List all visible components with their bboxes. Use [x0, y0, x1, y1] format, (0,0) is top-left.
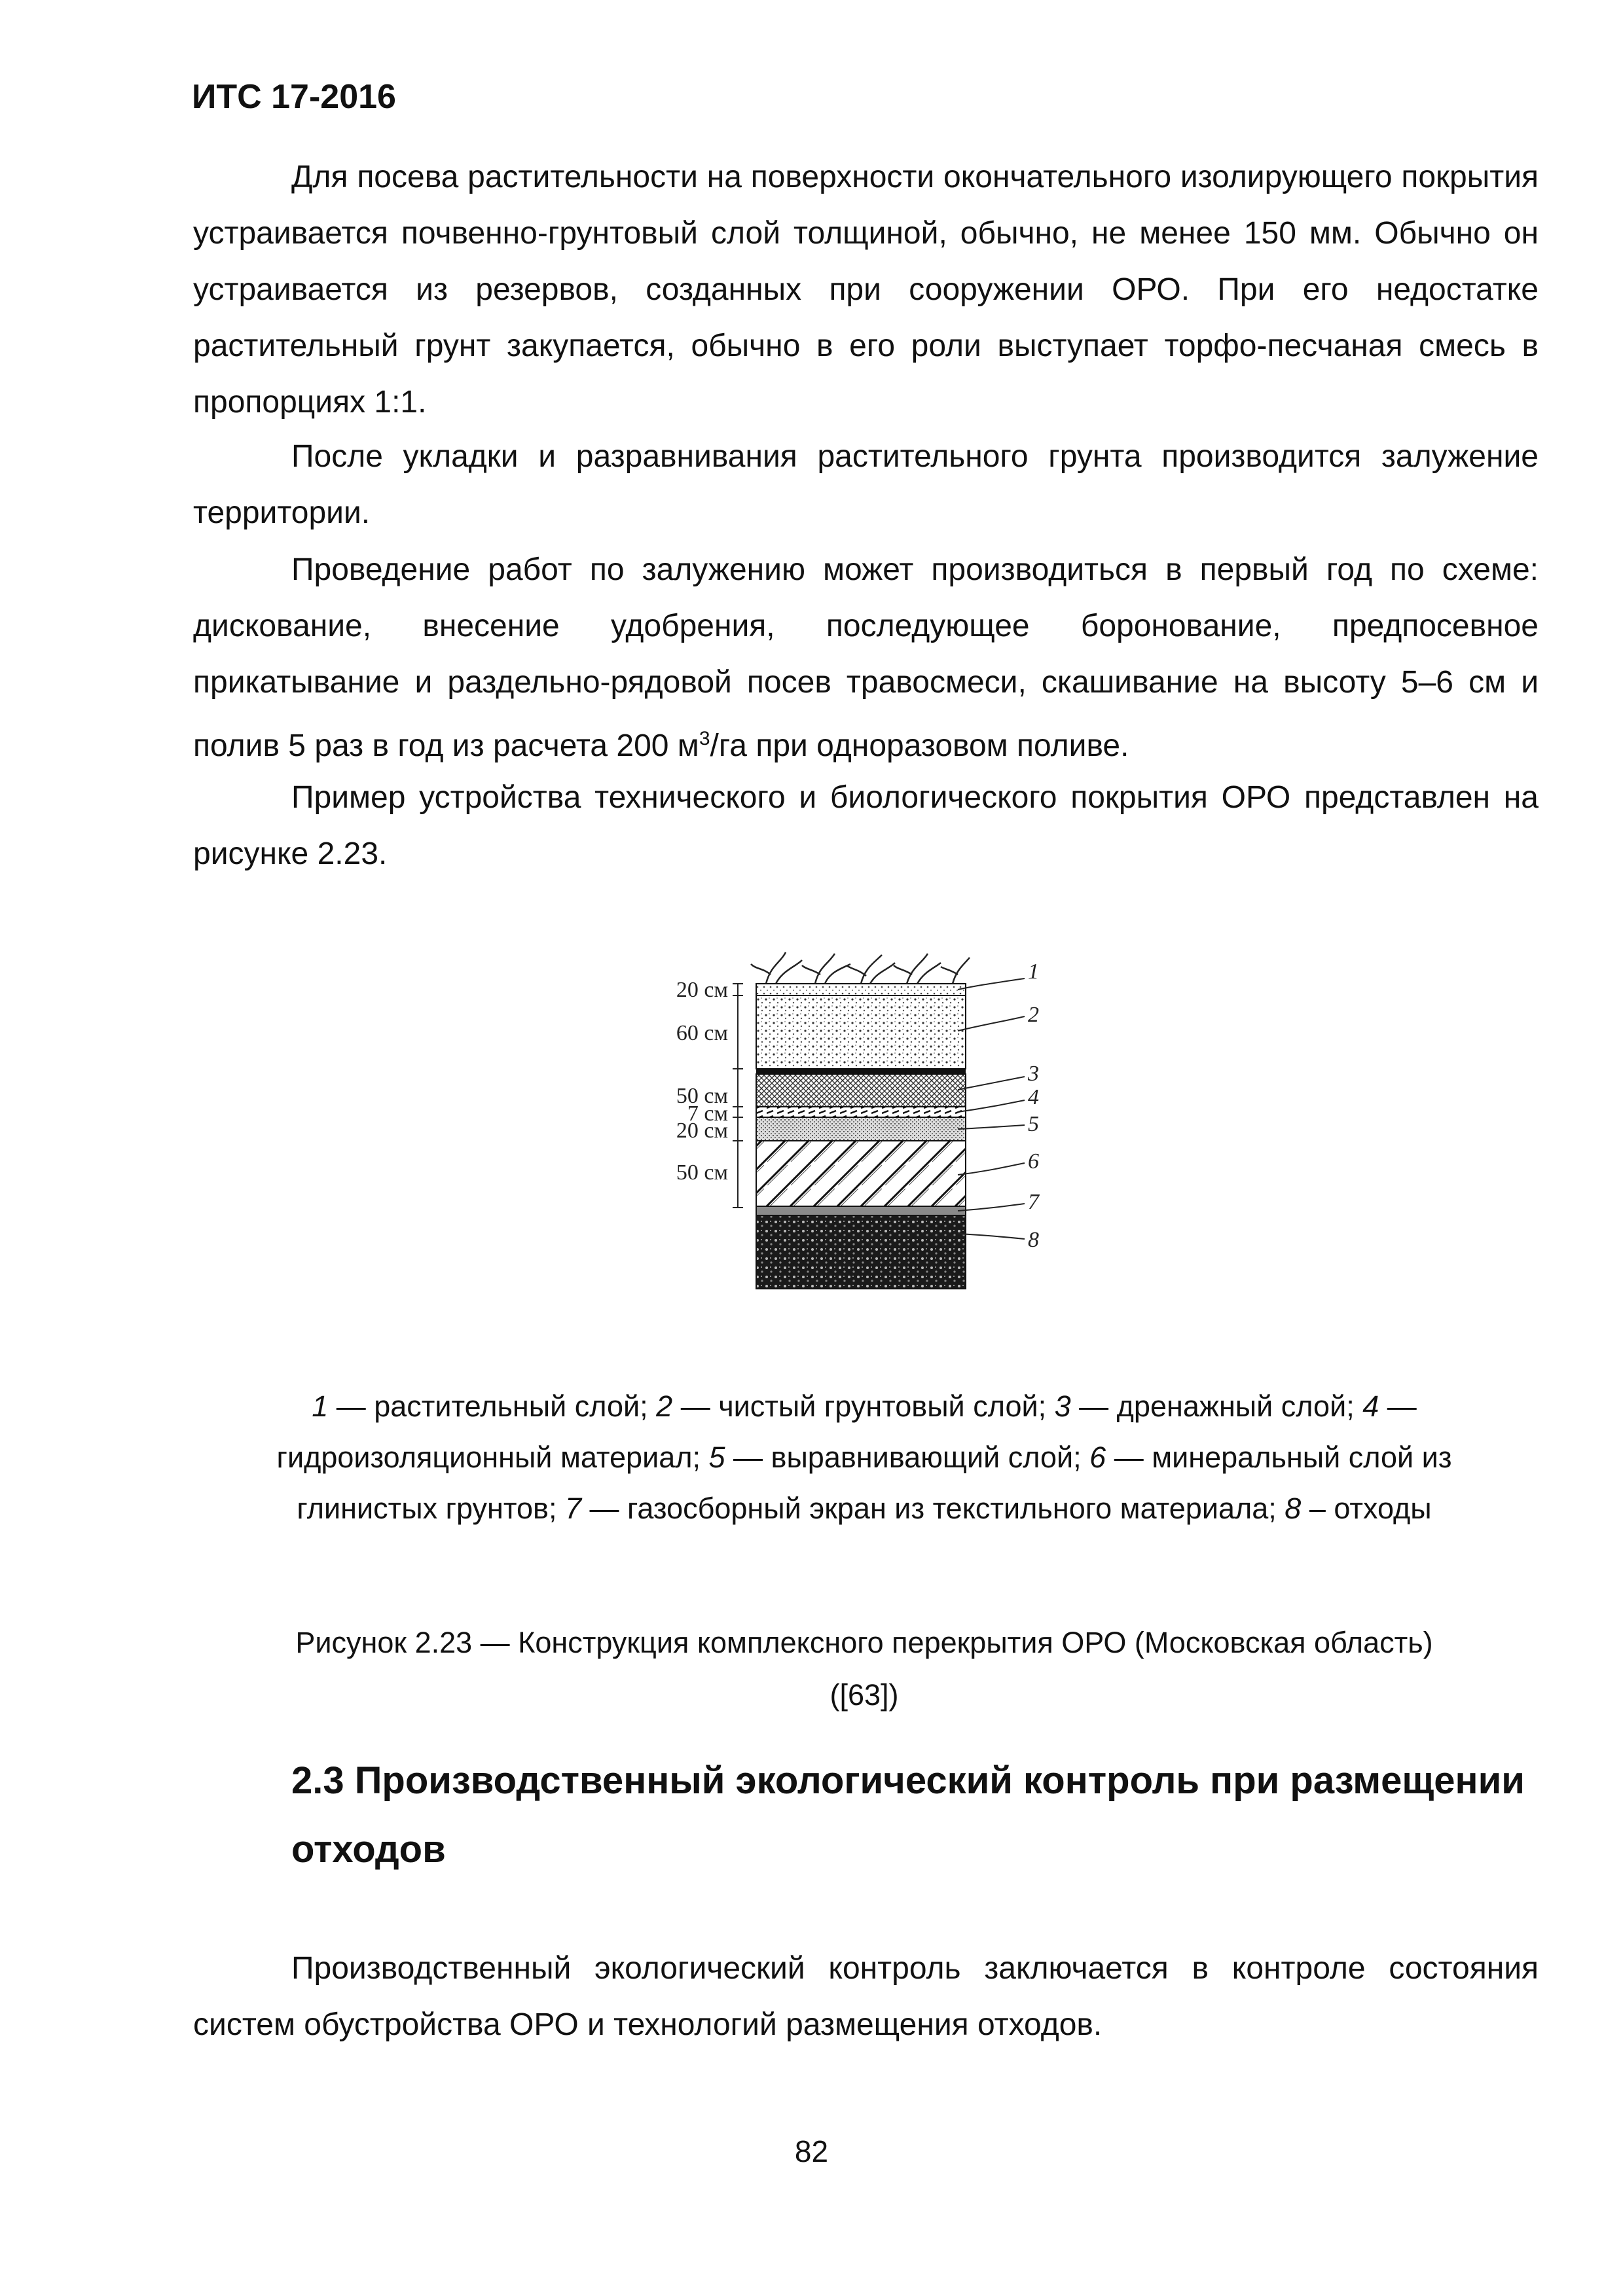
layer-number: 1 — [1028, 960, 1039, 984]
paragraph-text-part: /га при одноразовом поливе. — [710, 728, 1129, 763]
dimension-line — [733, 984, 743, 1208]
legend-text: — газосборный экран из текстильного материала; — [581, 1492, 1285, 1525]
thickness-label: 50 см — [676, 1160, 728, 1185]
legend-number: 4 — [1362, 1390, 1379, 1423]
thickness-label: 20 см — [676, 978, 728, 1002]
paragraph-text — [193, 542, 1539, 774]
caption-line: ([63]) — [830, 1678, 899, 1712]
thickness-label: 20 см — [676, 1119, 728, 1143]
legend-number: 5 — [708, 1441, 725, 1474]
layer-4-waterproofing — [756, 1107, 966, 1117]
paragraph-text: После укладки и разравнивания растительного грунта производится залужение территории. — [193, 439, 1539, 530]
layer-number: 8 — [1028, 1228, 1039, 1252]
layer-3-drainage — [756, 1074, 966, 1107]
layer-2-clean-soil — [756, 996, 966, 1069]
layer-5-leveling — [756, 1117, 966, 1141]
legend-number: 7 — [564, 1492, 581, 1525]
paragraph-soil-layer — [193, 149, 1539, 431]
layer-diagram — [599, 926, 1136, 1338]
paragraph-text-part: Проведение работ по залужению может производиться в первый год по схеме: дискование, внесение удобрения, последующее боронование, предпосевное прикатывание и раздельно-рядовой посев травосмеси, скашивание на высоту 5–6 см и полив 5 раз в год из расчета 200 м — [193, 552, 1539, 763]
paragraph-works — [193, 542, 1539, 774]
paragraph-text: Пример устройства технического и биологического покрытия ОРО представлен на рисунке 2.23. — [193, 780, 1539, 871]
section-heading: 2.3 Производственный экологический контроль при размещении отходов — [291, 1759, 1525, 1871]
layer-diagram-svg — [599, 926, 1136, 1338]
paragraph-text: Производственный экологический контроль заключается в контроле состояния систем обустройства ОРО и технологий размещения отходов. — [193, 1951, 1539, 2042]
legend-text: — дренажный слой; — [1070, 1390, 1363, 1423]
layer-7-gas-screen — [756, 1206, 966, 1215]
legend-text: — растительный слой; — [328, 1390, 657, 1423]
layer-8-waste — [756, 1215, 966, 1289]
legend-text: – отходы — [1301, 1492, 1432, 1525]
legend-number: 6 — [1089, 1441, 1106, 1474]
layer-1-vegetation — [756, 984, 966, 996]
thickness-label: 60 см — [676, 1021, 728, 1045]
legend-number: 2 — [656, 1390, 673, 1423]
thickness-label: 7 см — [687, 1102, 728, 1126]
layer-number: 5 — [1028, 1112, 1039, 1136]
layer-boundary — [756, 1069, 966, 1074]
layer-6-clay — [756, 1141, 966, 1206]
layer-number: 2 — [1028, 1003, 1039, 1027]
paragraph-figure-reference — [193, 770, 1539, 882]
figure-caption — [259, 1617, 1470, 1721]
paragraph-control — [193, 1941, 1539, 2053]
legend-text: — минеральный слой из глинистых грунтов; — [297, 1441, 1452, 1525]
paragraph-grassing — [193, 429, 1539, 541]
legend-number: 1 — [312, 1390, 329, 1423]
plant-icons — [751, 952, 970, 984]
caption-line: Рисунок 2.23 — Конструкция комплексного перекрытия ОРО (Московская область) — [295, 1626, 1433, 1659]
legend-text: — чистый грунтовый слой; — [672, 1390, 1055, 1423]
layer-number: 6 — [1028, 1149, 1039, 1174]
figure-legend — [259, 1381, 1470, 1534]
document-code-header: ИТС 17-2016 — [192, 78, 396, 116]
thickness-label: 50 см — [676, 1084, 728, 1108]
superscript: 3 — [699, 728, 710, 749]
leader-lines — [958, 978, 1025, 1239]
legend-number: 8 — [1285, 1492, 1302, 1525]
layer-number: 7 — [1028, 1190, 1039, 1214]
paragraph-text: Для посева растительности на поверхности окончательного изолирующего покрытия устраивается почвенно-грунтовый слой толщиной, обычно, не менее 150 мм. Обычно он устраивается из резервов, созданных при сооружении ОРО. При его недостатке растительный грунт закупается, обычно в его роли выступает торфо-песчаная смесь в пропорциях 1:1. — [193, 160, 1539, 420]
layer-number: 4 — [1028, 1085, 1039, 1109]
layer-number: 3 — [1028, 1062, 1039, 1086]
legend-number: 3 — [1054, 1390, 1071, 1423]
page-number: 82 — [794, 2134, 829, 2168]
legend-text: — выравнивающий слой; — [725, 1441, 1090, 1474]
legend-text: — гидроизоляционный материал; — [276, 1390, 1417, 1474]
